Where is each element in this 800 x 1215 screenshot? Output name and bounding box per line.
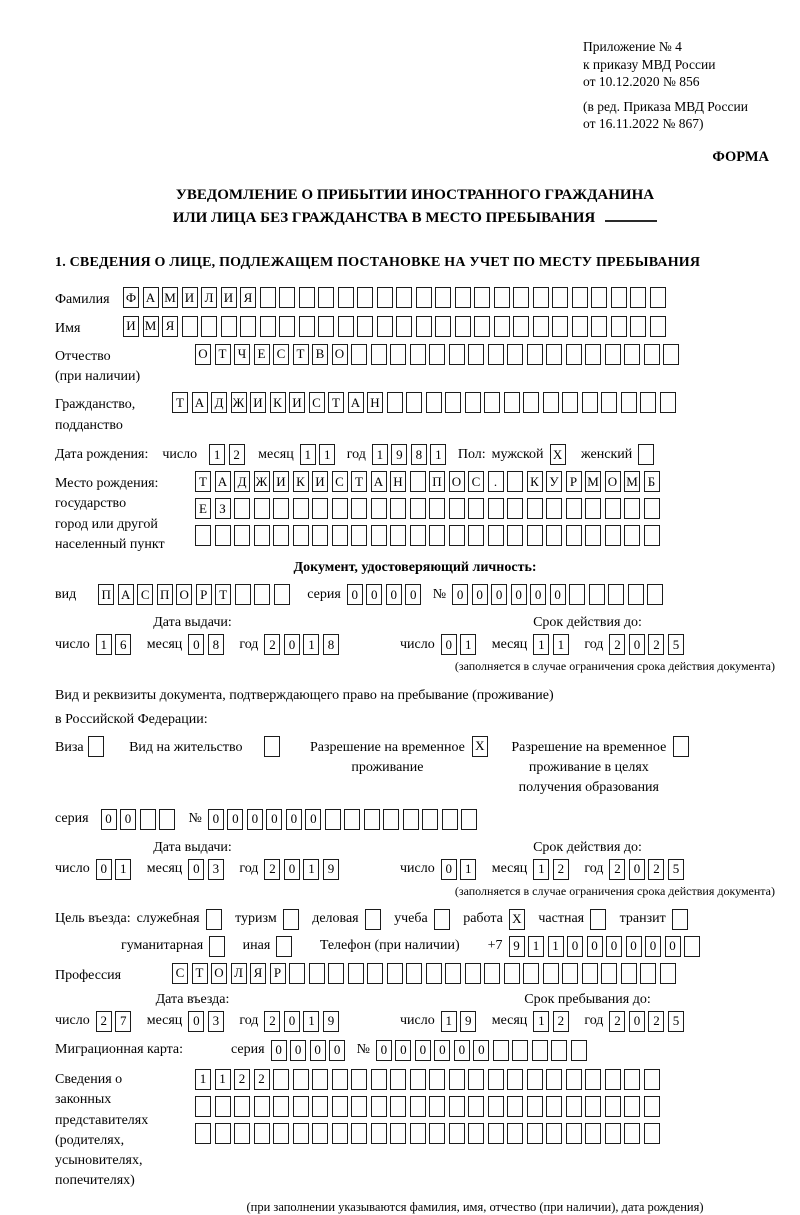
day-label: число: [55, 1013, 90, 1029]
migration-number-input[interactable]: 0 0 0 0 0 0: [376, 1040, 591, 1061]
temp-residence-checkbox[interactable]: X: [472, 736, 492, 757]
visa-label: Виза: [55, 739, 84, 755]
sex-male-label: мужской: [491, 446, 544, 462]
birthplace-input-row1[interactable]: Т А Д Ж И К И С Т А Н П О С . К У Р М О М Б: [195, 471, 663, 492]
citizenship-label-line1: Гражданство,: [55, 397, 136, 413]
purpose-delovaya-label: деловая: [312, 911, 359, 927]
temp-residence-edu-label-line1: Разрешение на временное: [511, 739, 667, 755]
migration-series-label: серия: [231, 1042, 265, 1058]
stay-day-input[interactable]: 1 9: [441, 1011, 480, 1032]
identity-issue-year-input[interactable]: 2 0 1 8: [264, 634, 342, 655]
residence-permit-checkbox[interactable]: [264, 736, 284, 757]
entry-date-group: [55, 992, 400, 1032]
representatives-label-line2: законных: [55, 1092, 112, 1108]
purpose-inaya-label: иная: [242, 938, 271, 954]
temp-residence-label: [310, 736, 465, 779]
temp-residence-edu-label-line3: получения образования: [518, 780, 659, 796]
year-label: год: [239, 1013, 259, 1029]
patronymic-label-line2: (при наличии): [55, 369, 141, 385]
profession-label: Профессия: [55, 967, 122, 983]
patronymic-row: [55, 344, 775, 388]
identity-valid-month-input[interactable]: 1 1: [533, 634, 572, 655]
birthplace-inputs: [195, 471, 663, 552]
purpose-rabota-checkbox[interactable]: X: [509, 909, 529, 930]
year-label: год: [239, 636, 259, 652]
residence-number-label: №: [188, 811, 202, 827]
identity-valid-day-input[interactable]: 0 1: [441, 634, 480, 655]
purpose-turizm-checkbox[interactable]: [283, 909, 303, 930]
representatives-input-row3[interactable]: [195, 1123, 663, 1144]
month-label: месяц: [491, 636, 528, 652]
visit-purpose-row1: [55, 909, 775, 930]
residence-valid-day-input[interactable]: 0 1: [441, 859, 480, 880]
representatives-input-row2[interactable]: [195, 1096, 663, 1117]
stay-until-heading: Срок пребывания до:: [524, 991, 651, 1007]
stay-month-input[interactable]: 1 2: [533, 1011, 572, 1032]
identity-issue-month-input[interactable]: 0 8: [188, 634, 227, 655]
residence-issue-day-input[interactable]: 0 1: [96, 859, 135, 880]
identity-valid-year-input[interactable]: 2 0 2 5: [609, 634, 687, 655]
visit-purpose-label: Цель въезда:: [55, 911, 131, 927]
residence-series-label: серия: [55, 811, 89, 827]
phone-label: Телефон (при наличии): [319, 938, 460, 954]
birthdate-month-label: месяц: [258, 446, 294, 462]
birthdate-day-input[interactable]: 1 2: [209, 444, 248, 465]
residence-valid-group: [400, 840, 775, 899]
ref-line: Приложение № 4: [583, 39, 682, 54]
firstname-input[interactable]: И М Я: [123, 316, 669, 337]
entry-dates: [55, 992, 775, 1032]
ref-line: от 16.11.2022 № 867): [583, 116, 704, 132]
purpose-sluzhebnaya-checkbox[interactable]: [206, 909, 226, 930]
birthdate-row: [55, 444, 775, 465]
representatives-inputs: [195, 1067, 663, 1150]
residence-issue-heading: Дата выдачи:: [153, 839, 232, 855]
residence-valid-year-input[interactable]: 2 0 2 5: [609, 859, 687, 880]
representatives-label-line1: Сведения о: [55, 1071, 123, 1087]
residence-permit-label: Вид на жительство: [129, 739, 243, 755]
residence-issue-year-input[interactable]: 2 0 1 9: [264, 859, 342, 880]
residence-doc-intro: [55, 684, 775, 732]
day-label: число: [400, 1013, 435, 1029]
forma-label: ФОРМА: [712, 148, 769, 165]
day-label: число: [400, 861, 435, 877]
day-label: число: [55, 861, 90, 877]
temp-residence-edu-option: [511, 736, 692, 799]
representatives-label-line5: усыновителях,: [55, 1153, 143, 1169]
month-label: месяц: [146, 1013, 183, 1029]
phone-prefix: +7: [487, 938, 503, 954]
purpose-rabota-label: работа: [463, 911, 503, 927]
residence-permit-option: [129, 736, 284, 758]
identity-valid-footnote: (заполняется в случае ограничения срока действия документа): [454, 659, 775, 674]
purpose-ucheba-checkbox[interactable]: [434, 909, 454, 930]
identity-doc-number-input[interactable]: 0 0 0 0 0 0: [452, 584, 667, 605]
entry-year-input[interactable]: 2 0 1 9: [264, 1011, 342, 1032]
identity-doc-type-input[interactable]: П А С П О Р Т: [98, 584, 293, 605]
purpose-gumanitarnaya-label: гуманитарная: [121, 938, 204, 954]
purpose-chastnaya-checkbox[interactable]: [590, 909, 610, 930]
residence-doc-series-row: [55, 809, 775, 830]
residence-number-input[interactable]: 0 0 0 0 0 0: [208, 809, 481, 830]
migration-card-row: [55, 1040, 775, 1061]
birthplace-label: [55, 471, 195, 555]
birthplace-label-line1: Место рождения:: [55, 476, 159, 492]
stay-year-input[interactable]: 2 0 2 5: [609, 1011, 687, 1032]
representatives-footnote: (при заполнении указываются фамилия, имя, отчество (при наличии), дата рождения): [246, 1199, 704, 1214]
identity-valid-group: [400, 615, 775, 674]
entry-month-input[interactable]: 0 3: [188, 1011, 227, 1032]
identity-doc-type-label: вид: [55, 586, 77, 602]
year-label: год: [584, 636, 604, 652]
representatives-label: [55, 1067, 195, 1192]
birthplace-label-line2: государство: [55, 496, 127, 512]
identity-doc-series-label: серия: [307, 586, 341, 602]
title-blank-underline: [605, 208, 657, 222]
temp-residence-edu-label-line2: проживание в целях: [528, 760, 649, 776]
form-title-line1: УВЕДОМЛЕНИЕ О ПРИБЫТИИ ИНОСТРАННОГО ГРАЖДАНИНА: [175, 186, 655, 203]
birthdate-year-input[interactable]: 1 9 8 1: [372, 444, 450, 465]
ref-line: к приказу МВД России: [583, 56, 716, 72]
identity-doc-heading: Документ, удостоверяющий личность:: [293, 560, 537, 576]
purpose-chastnaya-label: частная: [538, 911, 585, 927]
patronymic-label: [55, 344, 195, 388]
entry-day-input[interactable]: 2 7: [96, 1011, 135, 1032]
migration-card-label: Миграционная карта:: [55, 1042, 184, 1058]
citizenship-label-line2: подданство: [55, 417, 123, 433]
representatives-input-row1[interactable]: 1 1 2 2: [195, 1069, 663, 1090]
year-label: год: [584, 861, 604, 877]
residence-doc-options: [55, 736, 775, 799]
profession-row: [55, 963, 775, 986]
month-label: месяц: [491, 1013, 528, 1029]
identity-issue-day-input[interactable]: 1 6: [96, 634, 135, 655]
residence-series-input[interactable]: 0 0: [101, 809, 179, 830]
residence-doc-dates: [55, 840, 775, 899]
identity-issue-group: [55, 615, 400, 674]
representatives-label-line6: попечителях): [55, 1173, 135, 1189]
temp-residence-option: [310, 736, 491, 779]
form-title: [55, 184, 775, 231]
identity-doc-series-input[interactable]: 0 0 0 0: [347, 584, 425, 605]
residence-doc-intro-line1: Вид и реквизиты документа, подтверждающего право на пребывание (проживание): [55, 688, 554, 704]
migration-series-input[interactable]: 0 0 0 0: [271, 1040, 349, 1061]
patronymic-label-line1: Отчество: [55, 348, 111, 364]
identity-doc-dates: [55, 615, 775, 674]
identity-doc-number-label: №: [432, 586, 447, 602]
purpose-gumanitarnaya-checkbox[interactable]: [209, 936, 229, 957]
section1-heading: 1. СВЕДЕНИЯ О ЛИЦЕ, ПОДЛЕЖАЩЕМ ПОСТАНОВКЕ НА УЧЕТ ПО МЕСТУ ПРЕБЫВАНИЯ: [55, 255, 701, 271]
citizenship-row: [55, 392, 775, 436]
birthplace-row: [55, 471, 775, 555]
stay-until-group: [400, 992, 775, 1032]
temp-residence-label-line2: проживание: [351, 760, 424, 776]
form-title-line2: ИЛИ ЛИЦА БЕЗ ГРАЖДАНСТВА В МЕСТО ПРЕБЫВАНИЯ: [172, 209, 596, 226]
month-label: месяц: [491, 861, 528, 877]
purpose-inaya-checkbox[interactable]: [276, 936, 296, 957]
sex-female-checkbox[interactable]: [638, 444, 658, 465]
sex-label: Пол:: [457, 446, 486, 462]
firstname-label: Имя: [55, 320, 81, 336]
birthplace-label-line4: населенный пункт: [55, 536, 165, 552]
temp-residence-label-line1: Разрешение на временное: [309, 739, 465, 755]
surname-input[interactable]: Ф А М И Л И Я: [123, 287, 669, 308]
citizenship-label: [55, 392, 172, 436]
identity-valid-heading: Срок действия до:: [533, 615, 642, 631]
temp-residence-edu-label: [511, 736, 666, 799]
ref-line: (в ред. Приказа МВД России: [583, 98, 748, 114]
purpose-sluzhebnaya-label: служебная: [136, 911, 200, 927]
sex-female-label: женский: [581, 446, 633, 462]
purpose-tranzit-checkbox[interactable]: [672, 909, 692, 930]
temp-residence-edu-checkbox[interactable]: [673, 736, 693, 757]
purpose-tranzit-label: транзит: [619, 911, 666, 927]
phone-input[interactable]: 9 1 1 0 0 0 0 0 0: [509, 936, 704, 957]
identity-issue-heading: Дата выдачи:: [153, 615, 232, 631]
month-label: месяц: [146, 636, 183, 652]
purpose-ucheba-label: учеба: [394, 911, 428, 927]
residence-doc-intro-line2: в Российской Федерации:: [55, 712, 208, 727]
birthdate-year-label: год: [346, 446, 366, 462]
firstname-row: [55, 316, 775, 339]
surname-row: [55, 287, 775, 310]
purpose-turizm-label: туризм: [235, 911, 277, 927]
residence-valid-heading: Срок действия до:: [533, 839, 642, 855]
month-label: месяц: [146, 861, 183, 877]
profession-input[interactable]: С Т О Л Я Р: [172, 963, 679, 984]
purpose-delovaya-checkbox[interactable]: [365, 909, 385, 930]
day-label: число: [55, 636, 90, 652]
birthplace-label-line3: город или другой: [55, 516, 158, 532]
sex-male-checkbox[interactable]: X: [550, 444, 570, 465]
entry-date-heading: Дата въезда:: [155, 991, 230, 1007]
day-label: число: [400, 636, 435, 652]
representatives-label-line4: (родителях,: [55, 1132, 125, 1148]
surname-label: Фамилия: [55, 292, 110, 308]
ref-line: от 10.12.2020 № 856: [583, 74, 700, 90]
birthdate-day-label: число: [162, 446, 198, 462]
residence-issue-group: [55, 840, 400, 899]
identity-doc-row: [55, 584, 775, 605]
citizenship-input[interactable]: Т А Д Ж И К И С Т А Н: [172, 392, 679, 413]
patronymic-input[interactable]: О Т Ч Е С Т В О: [195, 344, 683, 365]
birthplace-input-row3[interactable]: [195, 525, 663, 546]
visa-option: [55, 736, 107, 758]
representatives-row: [55, 1067, 775, 1192]
residence-issue-month-input[interactable]: 0 3: [188, 859, 227, 880]
year-label: год: [239, 861, 259, 877]
migration-number-label: №: [356, 1042, 370, 1058]
representatives-label-line3: представителях: [55, 1112, 149, 1128]
year-label: год: [584, 1013, 604, 1029]
birthdate-label: Дата рождения:: [55, 446, 149, 462]
birthdate-month-input[interactable]: 1 1: [300, 444, 339, 465]
birthplace-input-row2[interactable]: Е З: [195, 498, 663, 519]
header-reference-block: [583, 38, 775, 133]
residence-valid-month-input[interactable]: 1 2: [533, 859, 572, 880]
visit-purpose-row2: [55, 936, 775, 957]
residence-valid-footnote: (заполняется в случае ограничения срока действия документа): [454, 883, 775, 898]
visa-checkbox[interactable]: [88, 736, 108, 757]
